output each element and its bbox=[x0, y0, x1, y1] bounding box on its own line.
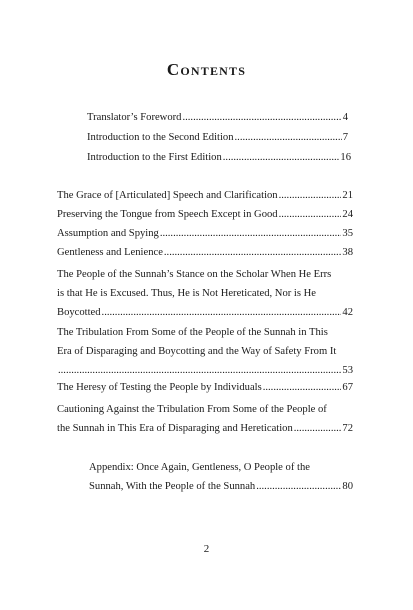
toc-leader-dots bbox=[102, 303, 342, 322]
toc-page-number: 7 bbox=[342, 132, 348, 143]
toc-entry-title: Assumption and Spying bbox=[57, 228, 159, 239]
toc-leader-dots bbox=[223, 151, 340, 164]
toc-entry-line: The People of the Sunnah’s Stance on the Scholar When He Errs bbox=[57, 269, 332, 280]
toc-page-number: 24 bbox=[342, 209, 353, 220]
toc-entry-second-edition-intro[interactable] bbox=[87, 131, 348, 144]
toc-entry-line: Cautioning Against the Tribulation From Some of the People of bbox=[57, 404, 327, 415]
toc-entry-line: The Tribulation From Some of the People of the Sunnah in This bbox=[57, 327, 328, 338]
toc-leader-dots bbox=[235, 131, 342, 144]
toc-leader-dots bbox=[256, 477, 341, 496]
toc-entry-stance-on-scholar[interactable] bbox=[57, 265, 353, 322]
toc-page-number: 42 bbox=[342, 307, 353, 318]
toc-entry-line: Appendix: Once Again, Gentleness, O People of the bbox=[89, 462, 310, 473]
toc-entry-grace-of-speech[interactable] bbox=[57, 189, 353, 202]
toc-leader-dots bbox=[58, 361, 341, 380]
toc-entry-title: Sunnah, With the People of the Sunnah bbox=[89, 481, 256, 492]
toc-entry-title: Introduction to the Second Edition bbox=[87, 132, 234, 143]
toc-leader-dots bbox=[279, 189, 342, 202]
page-number: 2 bbox=[203, 543, 210, 555]
toc-entry-title: Boycotted bbox=[57, 307, 101, 318]
toc-entry-preserving-tongue[interactable] bbox=[57, 208, 353, 221]
toc-leader-dots bbox=[160, 227, 342, 240]
toc-leader-dots bbox=[279, 208, 342, 221]
toc-entry-gentleness-lenience[interactable] bbox=[57, 246, 353, 259]
toc-entry-title: the Sunnah in This Era of Disparaging and Heretication bbox=[57, 423, 293, 434]
toc-entry-line: Era of Disparaging and Boycotting and the Way of Safety From It bbox=[57, 346, 337, 357]
contents-title: Contents bbox=[166, 60, 247, 79]
toc-page-number: 21 bbox=[342, 190, 353, 201]
toc-entry-title: Introduction to the First Edition bbox=[87, 152, 222, 163]
toc-page-number: 16 bbox=[340, 152, 351, 163]
toc-entry-translators-foreword[interactable] bbox=[87, 111, 348, 124]
toc-entry-title: Preserving the Tongue from Speech Except in Good bbox=[57, 209, 278, 220]
toc-page-number: 80 bbox=[342, 481, 353, 492]
toc-page-number: 53 bbox=[342, 365, 353, 376]
toc-leader-dots bbox=[263, 381, 342, 394]
toc-page-number: 67 bbox=[342, 382, 353, 393]
toc-page-number: 38 bbox=[342, 247, 353, 258]
toc-entry-appendix[interactable] bbox=[89, 458, 353, 496]
toc-entry-title: The Heresy of Testing the People by Individuals bbox=[57, 382, 262, 393]
toc-entry-first-edition-intro[interactable] bbox=[87, 151, 351, 164]
toc-entry-title: Gentleness and Lenience bbox=[57, 247, 163, 258]
toc-entry-cautioning-tribulation[interactable] bbox=[57, 400, 353, 438]
toc-entry-heresy-testing[interactable] bbox=[57, 381, 353, 394]
toc-page-number: 35 bbox=[342, 228, 353, 239]
toc-page-number: 72 bbox=[342, 423, 353, 434]
toc-page-number: 4 bbox=[342, 112, 348, 123]
toc-entry-title: Translator’s Foreword bbox=[87, 112, 182, 123]
toc-leader-dots bbox=[294, 419, 342, 438]
toc-entry-tribulation-disparaging[interactable] bbox=[57, 323, 353, 380]
toc-entry-assumption-spying[interactable] bbox=[57, 227, 353, 240]
toc-leader-dots bbox=[182, 111, 341, 124]
toc-entry-title: The Grace of [Articulated] Speech and Clarification bbox=[57, 190, 278, 201]
toc-leader-dots bbox=[164, 246, 342, 259]
toc-entry-line: is that He is Excused. Thus, He is Not Hereticated, Nor is He bbox=[57, 288, 316, 299]
